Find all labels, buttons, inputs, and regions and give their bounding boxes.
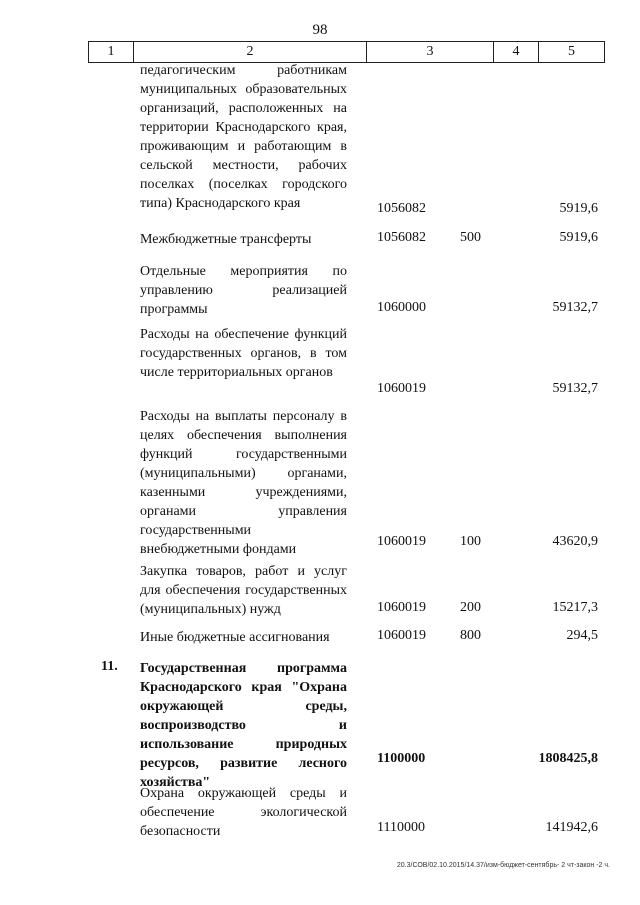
row-description: Иные бюджетные ассигнования [140,630,330,645]
row-description: Расходы на обеспечение функций государственных органов, в том числе территориальных органов [140,327,347,380]
row-target-code: 1060019 [377,628,426,643]
column-header-4: 4 [493,42,538,62]
column-header-row [88,41,605,63]
column-header-5: 5 [538,42,605,62]
row-description: Государственная программа Краснодарского края "Охрана окружающей среды, воспроизводство и использование природных ресурсов, развитие лесного хозяйства" [140,661,347,790]
row-description: Закупка товаров, работ и услуг для обеспечения государственных (муниципальных) нужд [140,564,347,617]
row-description: Межбюджетные трансферты [140,232,312,247]
row-target-code: 1056082 [377,230,426,245]
document-footer-reference: 20.3/СОВ/02.10.2015/14.37/изм-бюджет-сентябрь- 2 чт-закон -2 ч. [396,862,610,869]
row-description: Охрана окружающей среды и обеспечение экологической безопасности [140,786,347,839]
row-description: Расходы на выплаты персоналу в целях обеспечения выполнения функций государственными (муниципальными) органами, казенными учреждениями, органами управления государственными внебюджетными фондами [140,409,347,557]
row-amount: 1808425,8 [538,751,598,766]
row-amount: 59132,7 [552,381,598,396]
row-target-code: 1060019 [377,381,426,396]
row-amount: 141942,6 [545,820,598,835]
row-target-code: 1110000 [377,820,425,835]
row-number: 11. [101,659,118,674]
column-header-2: 2 [133,42,366,62]
row-target-code: 1056082 [377,201,426,216]
row-target-code: 1100000 [377,751,426,766]
row-amount: 59132,7 [552,300,598,315]
column-header-1: 1 [88,42,133,62]
row-amount: 43620,9 [552,534,598,549]
row-expense-type: 500 [460,230,481,245]
row-amount: 5919,6 [559,230,598,245]
row-expense-type: 800 [460,628,481,643]
row-expense-type: 100 [460,534,481,549]
row-amount: 294,5 [566,628,598,643]
row-target-code: 1060019 [377,534,426,549]
row-description: педагогическим работникам муниципальных образовательных организаций, расположенных на территории Краснодарского края, проживающим и работающим в сельской местности, рабочих поселках (поселках городского типа) Краснодарского края [140,63,347,211]
row-amount: 15217,3 [552,600,598,615]
column-header-3: 3 [366,42,493,62]
row-target-code: 1060000 [377,300,426,315]
row-amount: 5919,6 [559,201,598,216]
page-number: 98 [312,22,328,38]
row-target-code: 1060019 [377,600,426,615]
row-description: Отдельные мероприятия по управлению реализацией программы [140,264,347,317]
row-expense-type: 200 [460,600,481,615]
